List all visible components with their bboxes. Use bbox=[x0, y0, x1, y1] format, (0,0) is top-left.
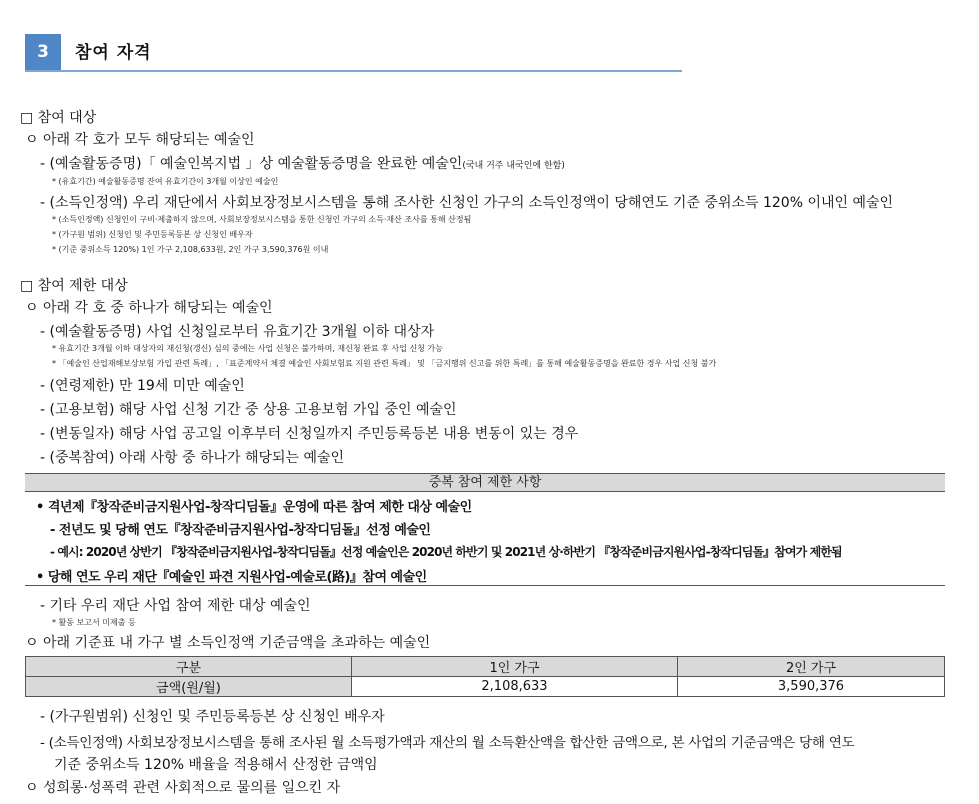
eligibility-intro: ㅇ 아래 각 호가 모두 해당되는 예술인 bbox=[25, 132, 255, 148]
duplicate-condition: • 격년제『창작준비금지원사업-창작디딤돌』운영에 따른 참여 제한 대상 예술인 bbox=[36, 500, 472, 515]
eligibility-item-income-note: * (기준 중위소득 120%) 1인 가구 2,108,633원, 2인 가구 3,590,376원 이내 bbox=[52, 245, 329, 254]
eligibility-heading: □ 참여 대상 bbox=[20, 110, 97, 126]
restriction-item-certificate-note: * 유효기간 3개월 이하 대상자의 재신청(갱신) 심의 중에는 사업 신청은 불가하며, 재신청 완료 후 사업 신청 가능 bbox=[52, 344, 443, 353]
duplicate-condition: - 전년도 및 당해 연도『창작준비금지원사업-창작디딤돌』선정 예술인 bbox=[50, 523, 431, 538]
duplicate-box-header: 중복 참여 제한 사항 bbox=[25, 473, 945, 492]
restriction-item-certificate: - (예술활동증명) 사업 신청일로부터 유효기간 3개월 이하 대상자 bbox=[40, 324, 435, 340]
restriction-item-other: - 기타 우리 재단 사업 참여 제한 대상 예술인 bbox=[40, 598, 311, 614]
eligibility-item-income-note: * (소득인정액) 신청인이 구비·제출하지 않으며, 사회보장정보시스템을 통한 신청인 가구의 소득·재산 조사를 통해 산정됨 bbox=[52, 215, 472, 224]
restriction-income-definition: - (소득인정액) 사회보장정보시스템을 통해 조사된 월 소득평가액과 재산의 월 소득환산액을 합산한 금액으로, 본 사업의 기준금액은 당해 연도 bbox=[40, 735, 855, 751]
duplicate-condition-example: - 예시: 2020년 상반기 『창작준비금지원사업-창작디딤돌』선정 예술인은 2020년 하반기 및 2021년 상·하반기 『창작준비금지원사업-창작디딤돌』참여가 제한됨 bbox=[50, 545, 842, 559]
income-table-header: 1인 가구 bbox=[352, 657, 678, 677]
eligibility-item-income: - (소득인정액) 우리 재단에서 사회보장정보시스템을 통해 조사한 신청인 가구의 소득인정액이 당해연도 기준 중위소득 120% 이내인 예술인 bbox=[40, 195, 894, 211]
restriction-item-insurance: - (고용보험) 해당 사업 신청 기간 중 상용 고용보험 가입 중인 예술인 bbox=[40, 402, 457, 418]
restriction-item-age: - (연령제한) 만 19세 미만 예술인 bbox=[40, 378, 245, 394]
income-table-cell: 2,108,633 bbox=[352, 677, 678, 697]
eligibility-item-certificate bbox=[40, 153, 565, 173]
restriction-heading: □ 참여 제한 대상 bbox=[20, 278, 128, 294]
section-divider bbox=[25, 70, 682, 72]
income-intro: ㅇ 아래 기준표 내 가구 별 소득인정액 기준금액을 초과하는 예술인 bbox=[25, 635, 431, 651]
eligibility-item-certificate-suffix: (국내 거주 내국인에 한함) bbox=[462, 161, 565, 171]
income-table-header: 2인 가구 bbox=[678, 657, 945, 677]
duplicate-condition: • 당해 연도 우리 재단『예술인 파견 지원사업-예술로(路)』참여 예술인 bbox=[36, 570, 427, 585]
restriction-income-definition-cont: 기준 중위소득 120% 배율을 적용해서 산정한 금액임 bbox=[54, 757, 378, 773]
restriction-intro: ㅇ 아래 각 호 중 하나가 해당되는 예술인 bbox=[25, 300, 273, 316]
income-table-cell: 3,590,376 bbox=[678, 677, 945, 697]
eligibility-item-certificate-text: - (예술활동증명)「 예술인복지법 」상 예술활동증명을 완료한 예술인 bbox=[40, 156, 463, 172]
restriction-item-certificate-note: * 「예술인 산업재해보상보험 가입 관련 특례」, 「표준계약서 체결 예술인 사회보험료 지원 관련 특례」 및 「금지행위 신고를 위한 특례」를 통해 예술활동증명을 완료한 경우 사업 신청 불가 bbox=[52, 359, 717, 368]
restriction-item-duplicate: - (중복참여) 아래 사항 중 하나가 해당되는 예술인 bbox=[40, 450, 345, 466]
eligibility-item-certificate-note: * (유효기간) 예술활동증명 잔여 유효기간이 3개월 이상인 예술인 bbox=[52, 177, 279, 186]
section-number: 3 bbox=[25, 34, 61, 70]
section-title: 참여 자격 bbox=[75, 43, 152, 63]
income-table-cell: 금액(원/월) bbox=[26, 677, 352, 697]
eligibility-item-income-note: * (가구원 범위) 신청인 및 주민등록등본 상 신청인 배우자 bbox=[52, 230, 253, 239]
restriction-harassment: ㅇ 성희롱·성폭력 관련 사회적으로 물의를 일으킨 자 bbox=[25, 780, 341, 796]
restriction-household-range: - (가구원범위) 신청인 및 주민등록등본 상 신청인 배우자 bbox=[40, 709, 385, 725]
income-table-header-row bbox=[26, 657, 945, 677]
restriction-item-address-change: - (변동일자) 해당 사업 공고일 이후부터 신청일까지 주민등록등본 내용 변동이 있는 경우 bbox=[40, 426, 579, 442]
duplicate-box-bottom-rule bbox=[25, 585, 945, 586]
restriction-item-other-note: * 활동 보고서 미제출 등 bbox=[52, 618, 136, 627]
income-table-header: 구분 bbox=[26, 657, 352, 677]
income-table bbox=[25, 656, 945, 697]
income-table-row bbox=[26, 677, 945, 697]
